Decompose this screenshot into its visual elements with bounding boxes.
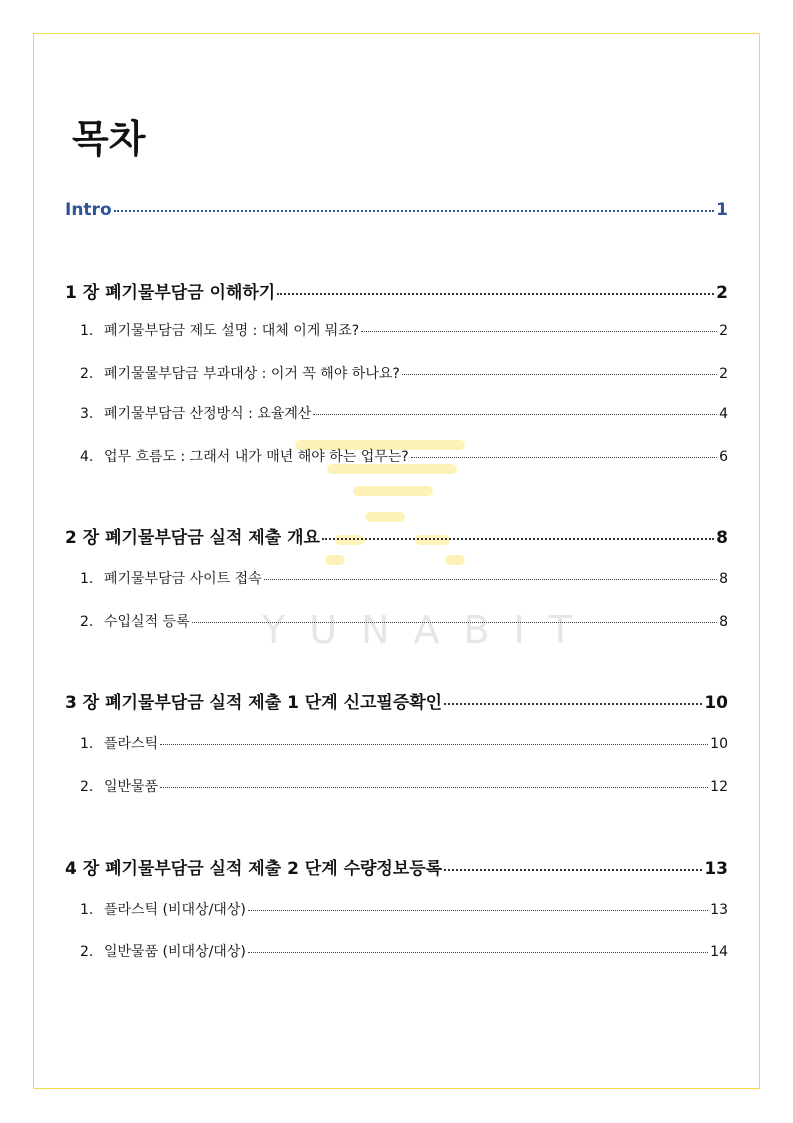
toc-item[interactable] xyxy=(80,568,728,588)
toc-item[interactable] xyxy=(80,733,728,753)
toc-item[interactable] xyxy=(80,446,728,466)
dot-leader xyxy=(411,457,717,458)
toc-num: 2. xyxy=(80,944,94,960)
toc-page: 2 xyxy=(719,323,728,339)
dot-leader xyxy=(361,331,717,332)
toc-num: 4. xyxy=(80,449,94,465)
toc-page: 1 xyxy=(716,200,728,220)
toc-label: 플라스틱 (비대상/대상) xyxy=(104,902,246,918)
page-title: 목차 xyxy=(72,117,146,161)
dot-leader xyxy=(277,293,714,295)
toc-item[interactable] xyxy=(80,776,728,796)
toc-label: 일반물품 (비대상/대상) xyxy=(104,944,246,960)
toc-num: 2. xyxy=(80,614,94,630)
toc-page: 12 xyxy=(710,779,728,795)
toc-label: 폐기물부담금 산정방식 : 요율계산 xyxy=(104,406,312,422)
watermark-text: YUNABIT xyxy=(262,608,596,652)
dot-leader xyxy=(248,952,708,953)
dot-leader xyxy=(114,210,715,212)
toc-chapter[interactable] xyxy=(65,523,728,548)
toc-num: 1. xyxy=(80,736,94,752)
toc-page: 6 xyxy=(719,449,728,465)
dot-leader xyxy=(192,622,717,623)
toc-label: 2 장 폐기물부담금 실적 제출 개요 xyxy=(65,528,320,548)
toc-label: 일반물품 xyxy=(104,779,159,795)
toc-num: 1. xyxy=(80,902,94,918)
toc-label: 4 장 폐기물부담금 실적 제출 2 단계 수량정보등록 xyxy=(65,859,443,879)
toc-page: 10 xyxy=(710,736,728,752)
toc-label: 폐기물부담금 사이트 접속 xyxy=(104,571,262,587)
toc-item[interactable] xyxy=(80,941,728,961)
toc-label: 폐기물물부담금 부과대상 : 이거 꼭 해야 하나요? xyxy=(104,366,400,382)
toc-item[interactable] xyxy=(80,403,728,423)
dot-leader xyxy=(444,869,702,871)
toc-num: 1. xyxy=(80,323,94,339)
dot-leader xyxy=(160,744,708,745)
dot-leader xyxy=(264,579,717,580)
toc-chapter[interactable] xyxy=(65,854,728,879)
toc-label: 수입실적 등록 xyxy=(104,614,190,630)
toc-page: 8 xyxy=(719,614,728,630)
toc-label: 1 장 폐기물부담금 이해하기 xyxy=(65,283,276,303)
toc-chapter[interactable] xyxy=(65,278,728,303)
toc-page: 8 xyxy=(719,571,728,587)
dot-leader xyxy=(444,703,702,705)
dot-leader xyxy=(248,910,708,911)
toc-chapter[interactable] xyxy=(65,688,728,713)
dot-leader xyxy=(322,538,714,540)
toc-item[interactable] xyxy=(80,363,728,383)
toc-item[interactable] xyxy=(80,899,728,919)
toc-label: 업무 흐름도 : 그래서 내가 매년 해야 하는 업무는? xyxy=(104,449,409,465)
toc-label: 폐기물부담금 제도 설명 : 대체 이게 뭐죠? xyxy=(104,323,360,339)
toc-page: 2 xyxy=(716,283,728,303)
toc-page: 14 xyxy=(710,944,728,960)
toc-num: 3. xyxy=(80,406,94,422)
toc-page: 8 xyxy=(716,528,728,548)
toc-page: 10 xyxy=(704,693,728,713)
toc-page: 2 xyxy=(719,366,728,382)
toc-num: 2. xyxy=(80,779,94,795)
toc-label: 플라스틱 xyxy=(104,736,159,752)
toc-page: 13 xyxy=(704,859,728,879)
toc-intro[interactable] xyxy=(65,200,728,220)
toc-label: 3 장 폐기물부담금 실적 제출 1 단계 신고필증확인 xyxy=(65,693,443,713)
toc-item[interactable] xyxy=(80,611,728,631)
dot-leader xyxy=(160,787,708,788)
toc-label: Intro xyxy=(65,200,112,220)
dot-leader xyxy=(313,414,717,415)
toc-page: 4 xyxy=(719,406,728,422)
dot-leader xyxy=(402,374,717,375)
toc-num: 2. xyxy=(80,366,94,382)
toc-num: 1. xyxy=(80,571,94,587)
toc-page: 13 xyxy=(710,902,728,918)
toc-item[interactable] xyxy=(80,320,728,340)
